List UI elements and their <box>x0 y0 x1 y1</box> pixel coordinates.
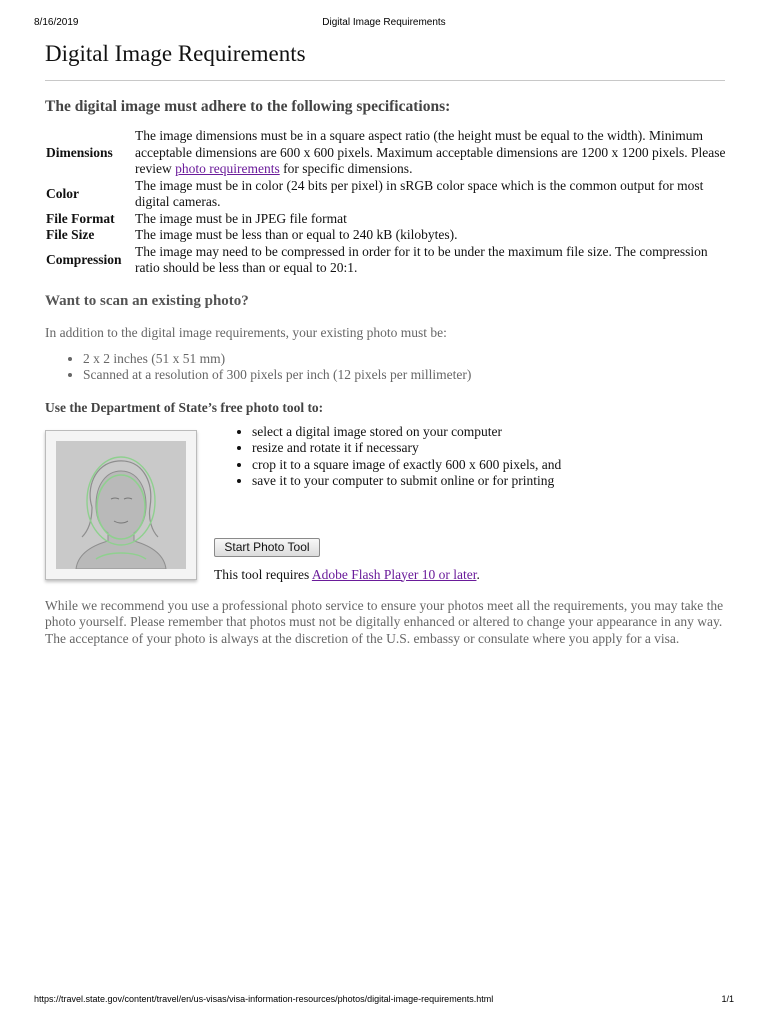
adobe-flash-link[interactable]: Adobe Flash Player 10 or later <box>311 566 477 582</box>
photo-tool-section <box>45 423 725 590</box>
print-title: Digital Image Requirements <box>322 17 446 28</box>
list-item: • 2 x 2 inches (51 x 51 mm) <box>83 351 725 368</box>
page-title: Digital Image Requirements <box>45 41 306 66</box>
spec-table <box>46 128 726 277</box>
print-footer <box>34 994 734 1008</box>
spec-description: The image must be less than or equal to 240 kB (kilobytes). <box>135 227 458 242</box>
list-item: • crop it to a square image of exactly 600 x 600 pixels, and <box>252 457 592 474</box>
tool-feature-list <box>214 424 592 490</box>
spec-label: File Format <box>46 210 115 226</box>
tool-heading: Use the Department of State’s free photo tool to: <box>45 399 324 415</box>
spec-heading: The digital image must adhere to the following specifications: <box>45 98 451 115</box>
scan-intro: In addition to the digital image requirements, your existing photo must be: <box>45 324 447 340</box>
list-item: • resize and rotate it if necessary <box>252 440 592 457</box>
tool-requirement-note <box>214 566 480 583</box>
table-row <box>46 227 726 244</box>
table-row <box>46 211 726 228</box>
note-text: . <box>476 566 480 582</box>
scan-heading: Want to scan an existing photo? <box>45 292 249 309</box>
photo-requirements-link[interactable]: photo requirements <box>175 161 280 176</box>
list-item: • save it to your computer to submit online or for printing <box>252 473 592 490</box>
spec-label: File Size <box>46 227 95 242</box>
spec-label: Compression <box>46 251 122 267</box>
closing-paragraph: While we recommend you use a professional photo service to ensure your photos meet all the requirements, you may take the photo yourself. Please remember that photos must not be digitally enhanced or altered to change your appearance in any way. The acceptance of your photo is always at the discretion of the U.S. embassy or consulate where you apply for a visa. <box>45 597 724 646</box>
spec-label: Color <box>46 185 79 201</box>
spec-description <box>135 128 726 178</box>
list-item: • select a digital image stored on your computer <box>252 424 592 441</box>
print-url: https://travel.state.gov/content/travel/en/us-visas/visa-information-resources/photos/digital-image-requirements.html <box>34 994 494 1004</box>
title-divider <box>45 80 725 81</box>
table-row <box>46 178 726 211</box>
spec-text: for specific dimensions. <box>279 161 413 176</box>
table-row <box>46 128 726 178</box>
spec-description: The image may need to be compressed in order for it to be under the maximum file size. The compression ratio should be less than or equal to 20:1. <box>135 243 708 275</box>
portrait-placeholder-icon <box>56 441 186 569</box>
page-count: 1/1 <box>721 994 734 1004</box>
spec-text: The image dimensions must be in a square aspect ratio (the height must be equal to the width). Minimum acceptable dimensions are 600 x 600 pixels. Maximum acceptable dimensions are 1200 x 1200 pixels. Please review <box>135 128 726 176</box>
print-header <box>34 17 734 31</box>
note-text: This tool requires <box>214 566 312 582</box>
table-row <box>46 244 726 277</box>
list-item: • Scanned at a resolution of 300 pixels per inch (12 pixels per millimeter) <box>83 367 725 384</box>
spec-label: Dimensions <box>46 144 113 160</box>
main-content <box>45 40 725 647</box>
sample-photo-frame <box>45 430 197 580</box>
spec-description: The image must be in color (24 bits per pixel) in sRGB color space which is the common output for most digital cameras. <box>135 177 704 209</box>
scan-list <box>45 351 725 384</box>
spec-description: The image must be in JPEG file format <box>135 210 347 226</box>
print-date: 8/16/2019 <box>34 17 79 28</box>
start-photo-tool-button[interactable]: Start Photo Tool <box>214 538 320 557</box>
